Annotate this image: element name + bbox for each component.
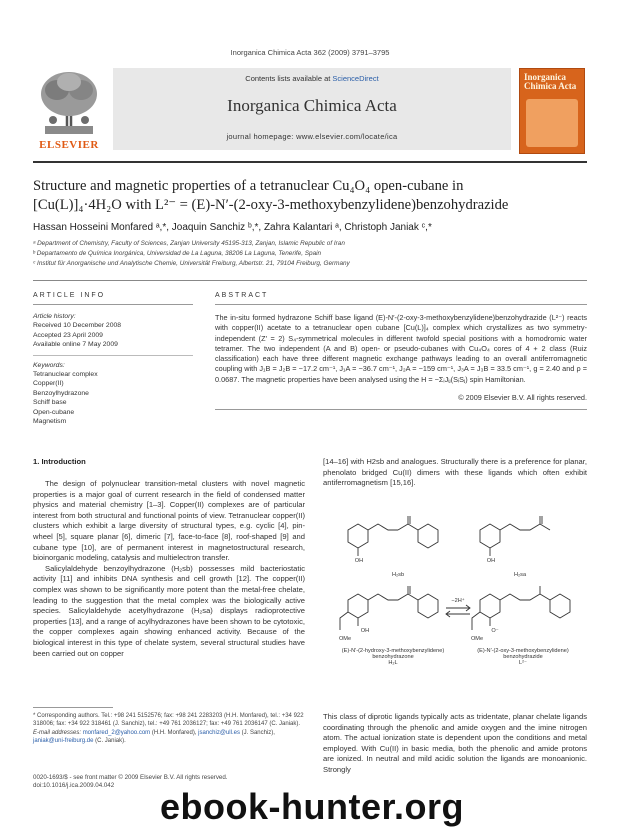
divider — [33, 304, 193, 305]
email-link[interactable]: jsanchiz@ull.es — [198, 729, 240, 736]
doi-line[interactable]: doi:10.1016/j.ica.2009.04.042 — [33, 782, 115, 790]
divider — [33, 355, 193, 356]
corresponding-authors: * Corresponding authors. Tel.: +98 241 5152576; fax: +98 241 2283203 (H.H. Monfared), tel.: +34 922 318006; fax: +34 922 318461 (J. Sanchiz), tel.: +49 761 2036127; fax: +49 761 2036147 (C. Janiak). — [33, 713, 304, 728]
keyword: Magnetism — [33, 418, 67, 426]
online-date: Available online 7 May 2009 — [33, 341, 118, 349]
divider — [215, 304, 587, 305]
ligand-scheme — [330, 490, 586, 708]
contents-prefix: Contents lists available at — [245, 74, 333, 83]
publisher-name: ELSEVIER — [39, 139, 99, 151]
email-label: E-mail addresses: — [33, 729, 83, 736]
keyword: Tetranuclear complex — [33, 371, 98, 379]
article-title — [33, 177, 587, 215]
watermark: ebook-hunter.org — [160, 786, 464, 827]
journal-homepage[interactable]: journal homepage: www.elsevier.com/locate/ica — [226, 132, 398, 141]
copyright: © 2009 Elsevier B.V. All rights reserved. — [458, 393, 587, 402]
email-addresses — [33, 729, 305, 746]
label-ome: OMe — [470, 636, 484, 642]
cover-artwork — [526, 99, 578, 147]
email-owner: (C. Janiak). — [93, 737, 126, 744]
label-oh: OH — [486, 558, 496, 564]
affiliation-c: ᶜ Institut für Anorganische und Analytische Chemie, Universität Freiburg, Albertstr. 21, 79104 Freiburg, Germany — [33, 260, 350, 267]
label-o-minus: O⁻ — [491, 628, 499, 634]
keyword: Open-cubane — [33, 408, 75, 416]
title-line-2: [Cu(L)]₄·4H₂O with L²⁻ = (E)-N′-(2-oxy-3-methoxybenzylidene)benzohydrazide — [33, 197, 509, 213]
divider — [33, 161, 587, 163]
label-l-line3: L²⁻ — [519, 660, 527, 666]
label-h2l-line1: (E)-N′-(2-hydroxy-3-methoxybenzylidene) — [341, 648, 445, 654]
article-info-heading: ARTICLE INFO — [33, 292, 106, 299]
intro-continuation: [14–16] with H2sb and analogues. Structurally there is a preference for planar, phenolato bridged Cu(II) dimers with these ligands which often exhibit antiferromagnetism [15,16]. — [323, 457, 587, 488]
keywords-label: Keywords: — [33, 361, 65, 369]
received-date: Received 10 December 2008 — [33, 322, 122, 330]
divider — [33, 707, 113, 708]
history-label: Article history: — [33, 313, 76, 320]
running-head: Inorganica Chimica Acta 362 (2009) 3791–3795 — [230, 48, 390, 57]
email-link[interactable]: janiak@uni-freiburg.de — [33, 737, 94, 744]
affiliation-a: ᵃ Department of Chemistry, Faculty of Sciences, Zanjan University 45195-313, Zanjan, Islamic Republic of Iran — [33, 240, 345, 247]
email-link[interactable]: monfared_2@yahoo.com — [82, 729, 151, 736]
intro-paragraph-2: Salicylaldehyde benzoylhydrazone (H₂sb) possesses mild bacteriostatic activity [11] and inhibits DNA synthesis and cell growth [12]. The copper(II) complex was shown to be significantly more potent than the metal-free chelate, leading to the suggestion that the metal complex was the biologically active species. Salicylaldehyde acetylhydrazone (H₂sa) displays radioprotective properties [13], and a range of acylhydrazones have been shown to be cytotoxic, the copper complexes again showing enhanced activity. Because of the biological interest in this type of chelate system, several structural studies have been carried out on copper — [33, 563, 305, 658]
author-list: Hassan Hosseini Monfared ᵃ,*, Joaquin Sanchiz ᵇ,*, Zahra Kalantari ᵃ, Christoph Janiak ᶜ,* — [33, 222, 432, 233]
issn-line: 0020-1693/$ - see front matter © 2009 Elsevier B.V. All rights reserved. — [33, 774, 228, 781]
intro-paragraph-1: The design of polynuclear transition-metal clusters with novel magnetic properties is a major goal of current research in the field of condensed matter physics and material chemistry [1–3]. Copper(II) complexes are of particular interest from both structural and functional points of view. Tetranuclear copper(II) clusters which exhibit a large diversity of structural types, e.g. cyclic [4], pin-wheel [5], square planar [6], dimeric [7], face-to-face [8], roof-shaped [9] and cubane type [10], are of permanent interest in magnetostructural research, bioinorganic modeling, catalysis and multielectron transfer. — [33, 479, 305, 563]
accepted-date: Accepted 23 April 2009 — [33, 331, 103, 339]
section-heading: 1. Introduction — [33, 457, 86, 466]
label-h2l-line2: benzohydrazone — [372, 654, 414, 660]
cover-title: Inorganica Chimica Acta — [524, 72, 577, 91]
email-owner: (H.H. Monfared), — [150, 729, 199, 736]
label-h2l-line3: H₂L — [388, 660, 398, 666]
article-info — [33, 312, 193, 426]
keyword: Schiff base — [33, 399, 67, 407]
abstract-text: The in-situ formed hydrazone Schiff base ligand (E)-N′-(2-oxy-3-methoxybenzylidene)benzohydrazide (L²⁻) reacts with copper(II) acetate to a tetranuclear open cubane [Cu(L)]₄ complex which crystallizes as two symmetry-independent (Z′ = 2) S₄-symmetrical molecules in different twofold special positions with a homodromic water tetramer. The two independent (A and B) open- or pseudo-cubanes with Cu₄O₄ cores of 4 + 2 class (Ruiz classification) each have three different magnetic exchange pathways leading to an overall antiferromagnetic coupling with J₁B = J₂B = −17.2 cm⁻¹, J₁A = −36.7 cm⁻¹, J₂A = −159 cm⁻¹, J₃A = J₃B = 33.5 cm⁻¹, g = 2.40 and ρ = 0.0687. The magnetic properties have been analysed using the H = −ΣᵢJᵢⱼ(SᵢSⱼ) spin Hamiltonian. — [215, 313, 587, 384]
divider — [33, 280, 587, 281]
intro-continuation-2: This class of diprotic ligands typically acts as tridentate, planar chelate ligands coordinating through the phenolic and amide oxygen and the imine nitrogen atom. The actual ionization state is dependent upon the conditions and metal employed. With Cu(II) in basic media, both the phenolic and amide protons are ionized. In neutral and mild acidic solution the ligands are monoanionic. Strongly — [323, 712, 587, 774]
journal-cover-image — [519, 68, 585, 154]
label-l-line1: (E)-N′-(2-oxy-3-methoxybenzylidene) — [477, 648, 569, 654]
affiliation-b: ᵇ Departamento de Química Inorgánica, Universidad de La Laguna, 38206 La Laguna, Tenerife, Spain — [33, 250, 322, 257]
label-h2sb: H₂sb — [391, 572, 405, 578]
journal-title-box — [113, 68, 511, 150]
keyword: Copper(II) — [33, 380, 64, 388]
label-ome: OMe — [338, 636, 352, 642]
label-deprotonation: −2H⁺ — [451, 598, 465, 604]
keyword: Benzoylhydrazone — [33, 389, 89, 397]
label-oh: OH — [360, 628, 370, 634]
journal-title: Inorganica Chimica Acta — [227, 96, 397, 115]
contents-line — [113, 74, 511, 83]
sciencedirect-link[interactable]: ScienceDirect — [332, 74, 379, 83]
abstract-heading: ABSTRACT — [215, 292, 269, 299]
label-oh: OH — [354, 558, 364, 564]
email-owner: (J. Sanchiz), — [239, 729, 275, 736]
label-h2l — [330, 648, 456, 666]
label-l — [460, 648, 586, 666]
intro-body — [33, 479, 305, 659]
title-line-1: Structure and magnetic properties of a tetranuclear Cu₄O₄ open-cubane in — [33, 178, 464, 194]
divider — [215, 409, 587, 410]
label-h2sa: H₂sa — [513, 572, 527, 578]
journal-masthead — [33, 68, 587, 158]
label-l-line2: benzohydrazide — [503, 654, 543, 660]
footnotes — [33, 712, 305, 745]
